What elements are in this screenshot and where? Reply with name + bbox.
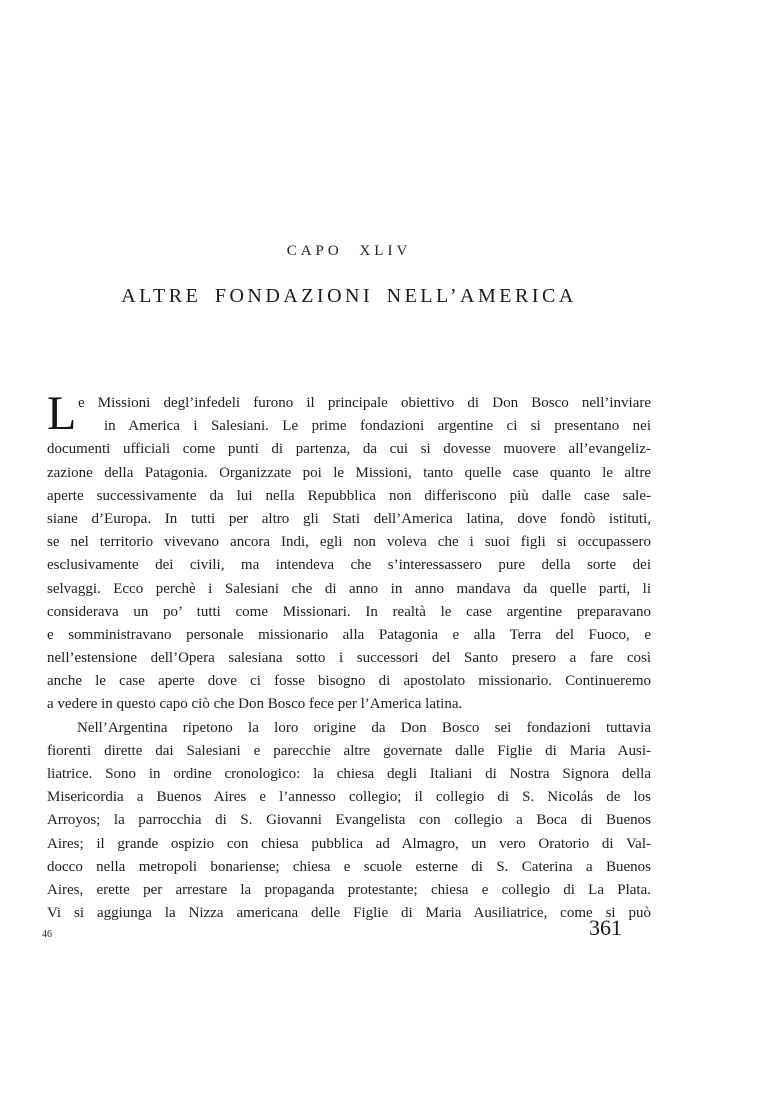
- text-line: se nel territorio vivevano ancora Indi, egli non voleva che i suoi figli si occupassero: [47, 534, 651, 551]
- text-line: siane d’Europa. In tutti per altro gli Stati dell’America latina, dove fondò istituti,: [47, 510, 651, 527]
- signature-mark: 46: [42, 929, 52, 940]
- text-line: Misericordia a Buenos Aires e l’annesso collegio; il collegio di S. Nicolás de los: [47, 789, 651, 806]
- text-line: esclusivamente dei civili, ma intendeva che s’interessassero pure della sorte dei: [47, 557, 651, 574]
- text-line: Aires; il grande ospizio con chiesa pubblica ad Almagro, un vero Oratorio di Val-: [47, 835, 651, 852]
- text-line: considerava un po’ tutti come Missionari. In realtà le case argentine preparavano: [47, 603, 651, 620]
- text-line: Arroyos; la parrocchia di S. Giovanni Evangelista con collegio a Boca di Buenos: [47, 812, 651, 829]
- text-line: e Missioni degl’infedeli furono il principale obiettivo di Don Bosco nell’inviare: [78, 395, 651, 411]
- text-line: selvaggi. Ecco perchè i Salesiani che di anno in anno mandava da quelle parti, li: [47, 580, 651, 597]
- text-line: docco nella metropoli bonariense; chiesa e scuole esterne di S. Caterina a Buenos: [47, 858, 651, 875]
- drop-cap: L: [47, 387, 77, 440]
- body-text: [47, 387, 651, 925]
- text-line: Aires, erette per arrestare la propaganda protestante; chiesa e collegio di La Plata.: [47, 881, 651, 898]
- text-line: aperte successivamente da lui nella Repubblica non differiscono più dalle case sale-: [47, 487, 651, 504]
- text-line: e somministravano personale missionario alla Patagonia e alla Terra del Fuoco, e: [47, 626, 651, 643]
- page-number: 361: [589, 915, 622, 940]
- chapter-number: CAPO XLIV: [286, 243, 412, 259]
- text-line: zazione della Patagonia. Organizzate poi le Missioni, tanto quelle case quanto le altre: [47, 464, 651, 481]
- text-line: documenti ufficiali come punti di partenza, da cui si dovesse muovere all’evangeliz-: [47, 441, 651, 458]
- text-line: Nell’Argentina ripetono la loro origine da Don Bosco sei fondazioni tuttavia: [77, 719, 651, 736]
- paragraphs-host: [47, 387, 651, 925]
- text-line: liatrice. Sono in ordine cronologico: la chiesa degli Italiani di Nostra Signora della: [47, 766, 651, 782]
- text-line: nell’estensione dell’Opera salesiana sotto i successori del Santo presero a fare così: [47, 650, 651, 667]
- text-line: fiorenti dirette dai Salesiani e parecchie altre governate dalle Figlie di Maria Ausi-: [47, 742, 651, 759]
- chapter-title: ALTRE FONDAZIONI NELL’AMERICA: [121, 285, 577, 307]
- text-line: anche le case aperte dove ci fosse bisogno di apostolato missionario. Continueremo: [47, 673, 651, 690]
- text-line: a vedere in questo capo ciò che Don Bosco fece per l’America latina.: [47, 696, 463, 713]
- text-line: Vi si aggiunga la Nizza americana delle Figlie di Maria Ausiliatrice, come si può: [47, 905, 651, 922]
- text-line: in America i Salesiani. Le prime fondazioni argentine ci si presentano nei: [104, 418, 651, 435]
